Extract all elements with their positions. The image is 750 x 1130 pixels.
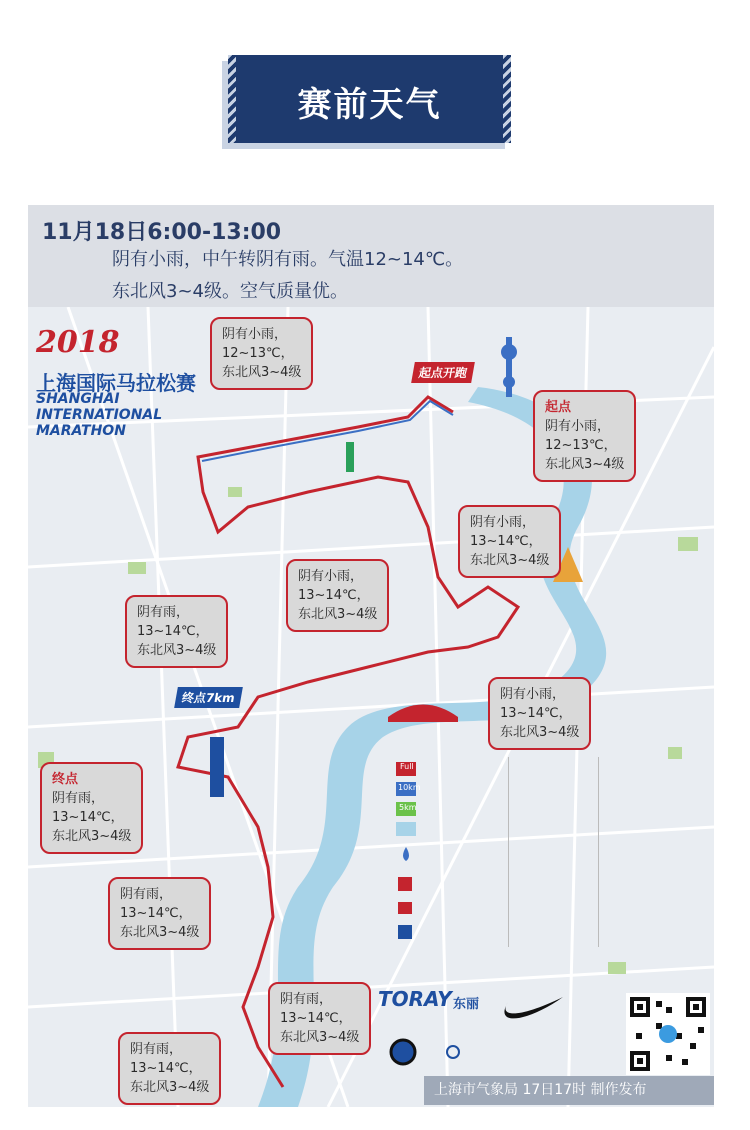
qr-pattern [626, 993, 710, 1075]
qr-code [626, 993, 710, 1075]
start-tag: 起点开跑 [411, 362, 475, 383]
weather-callout: 阴有雨， 13~14℃， 东北风3~4级 [125, 595, 228, 668]
weather-callout: 阴有雨， 13~14℃， 东北风3~4级 [108, 877, 211, 950]
finish-tag: 终点7km [174, 687, 243, 708]
sponsor-toray-cn: 东丽 [453, 997, 480, 1012]
logo-name-en: SHANGHAI INTERNATIONAL MARATHON [36, 391, 163, 439]
legend-half: 10km [398, 783, 421, 792]
weather-callout: 阴有小雨， 13~14℃， 东北风3~4级 [488, 677, 591, 750]
legend-full: Full [400, 762, 414, 771]
footer-publisher: 上海市气象局 17日17时 制作发布 [424, 1076, 714, 1105]
nike-swoosh [504, 997, 563, 1018]
title-banner [228, 55, 511, 143]
legend-short: 5km [399, 803, 417, 812]
weather-callout: 阴有雨， 13~14℃， 东北风3~4级 [268, 982, 371, 1055]
weather-callout: 阴有小雨， 12~13℃， 东北风3~4级 [210, 317, 313, 390]
forecast-box [28, 205, 714, 307]
weather-callout: 阴有小雨， 13~14℃， 东北风3~4级 [458, 505, 561, 578]
logo-year: 2018 [36, 325, 120, 360]
weather-callout: 阴有雨， 13~14℃， 东北风3~4级 [118, 1032, 221, 1105]
weather-callout: 阴有小雨， 13~14℃， 东北风3~4级 [286, 559, 389, 632]
weather-callout-finish: 终点 阴有雨， 13~14℃， 东北风3~4级 [40, 762, 143, 854]
forecast-line-2: 东北风3~4级。空气质量优。 [112, 281, 348, 302]
forecast-date: 11月18日6:00-13:00 [42, 220, 282, 245]
logo-name-cn: 上海国际马拉松赛 [36, 371, 196, 395]
weather-callout-start: 起点 阴有小雨， 12~13℃， 东北风3~4级 [533, 390, 636, 482]
sponsor-toray: TORAY [378, 987, 452, 1011]
page-title: 赛前天气 [297, 85, 442, 125]
marathon-map [28, 307, 714, 1107]
forecast-line-1: 阴有小雨，中午转阴有雨。气温12~14℃。 [112, 249, 464, 270]
marathon-logo [36, 325, 196, 439]
